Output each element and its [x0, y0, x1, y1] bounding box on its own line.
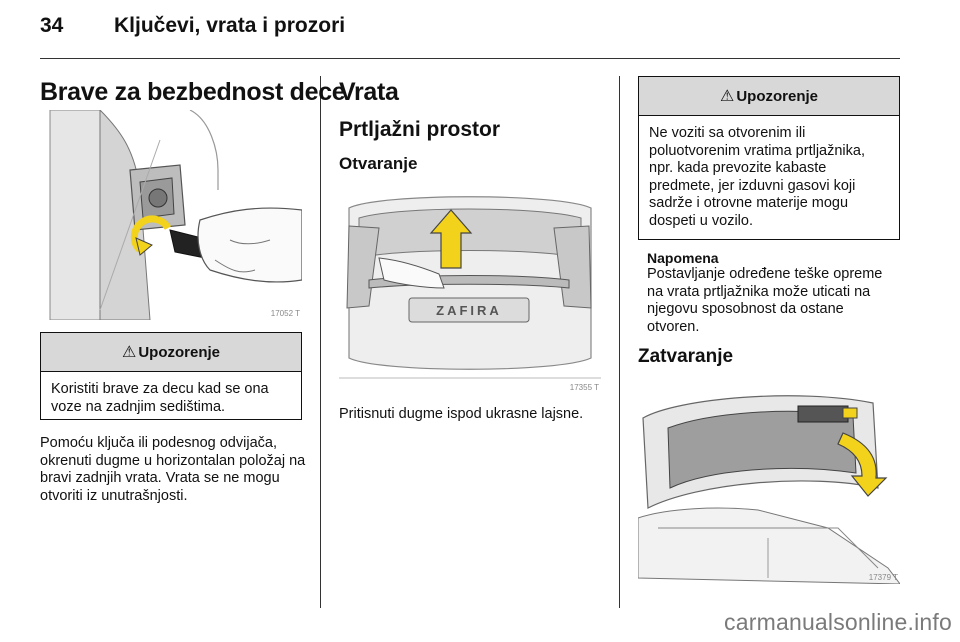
column-divider-right — [619, 76, 620, 608]
warning-title: Upozorenje — [138, 343, 221, 361]
chapter-title: Ključevi, vrata i prozori — [114, 14, 346, 37]
opening-paragraph: Pritisnuti dugme ispod ukrasne lajsne. — [339, 406, 584, 422]
warning-text: Koristiti brave za decu kad se ona voze na zadnjim sedištima. — [51, 381, 269, 415]
tailgate-opening-figure — [339, 188, 601, 394]
luggage-subheading: Prtljažni prostor — [339, 118, 501, 141]
note-text: Postavljanje određene teške opreme na vrata prtljažnika može uticati na njegovu sposobnost da ostane otvoren. — [647, 266, 883, 335]
child-lock-heading: Brave za bezbednost dece — [40, 78, 346, 106]
warning-box-child-lock — [40, 332, 302, 420]
child-lock-paragraph: Pomoću ključa ili podesnog odvijača, okrenuti dugme u horizontalan položaj na bravi zadnjih vrata. Vrata se ne mogu otvoriti iz unutrašnjosti. — [40, 435, 306, 504]
column-divider-left — [320, 76, 321, 608]
note-title: Napomena — [647, 250, 719, 266]
warning-triangle-icon: ⚠ — [121, 344, 137, 361]
closing-section-heading: Zatvaranje — [638, 346, 734, 367]
child-lock-figure — [40, 110, 302, 320]
tailgate-closing-figure — [638, 378, 900, 584]
page-number: 34 — [40, 14, 64, 37]
opening-section-heading: Otvaranje — [339, 154, 418, 173]
warning-header — [41, 333, 301, 372]
watermark-text: carmanualsonline.info — [724, 609, 952, 635]
header-divider — [40, 58, 900, 59]
figure-id: 17379 T — [868, 573, 898, 582]
warning-box-tailgate — [638, 76, 900, 240]
doors-heading: Vrata — [339, 78, 399, 106]
warning-triangle-icon: ⚠ — [719, 88, 735, 105]
warning-title: Upozorenje — [736, 87, 819, 105]
warning-header — [639, 77, 899, 116]
model-badge-text: ZAFIRA — [436, 303, 502, 318]
warning-text: Ne voziti sa otvorenim ili poluotvorenim vratima prtljažnika, npr. kada prevozite kabaste predmete, jer izduvni gasovi koji sadrže i otrovne materije mogu dospeti u vozilo. — [649, 125, 865, 229]
figure-id: 17355 T — [569, 383, 599, 392]
figure-id: 17052 T — [270, 309, 300, 318]
